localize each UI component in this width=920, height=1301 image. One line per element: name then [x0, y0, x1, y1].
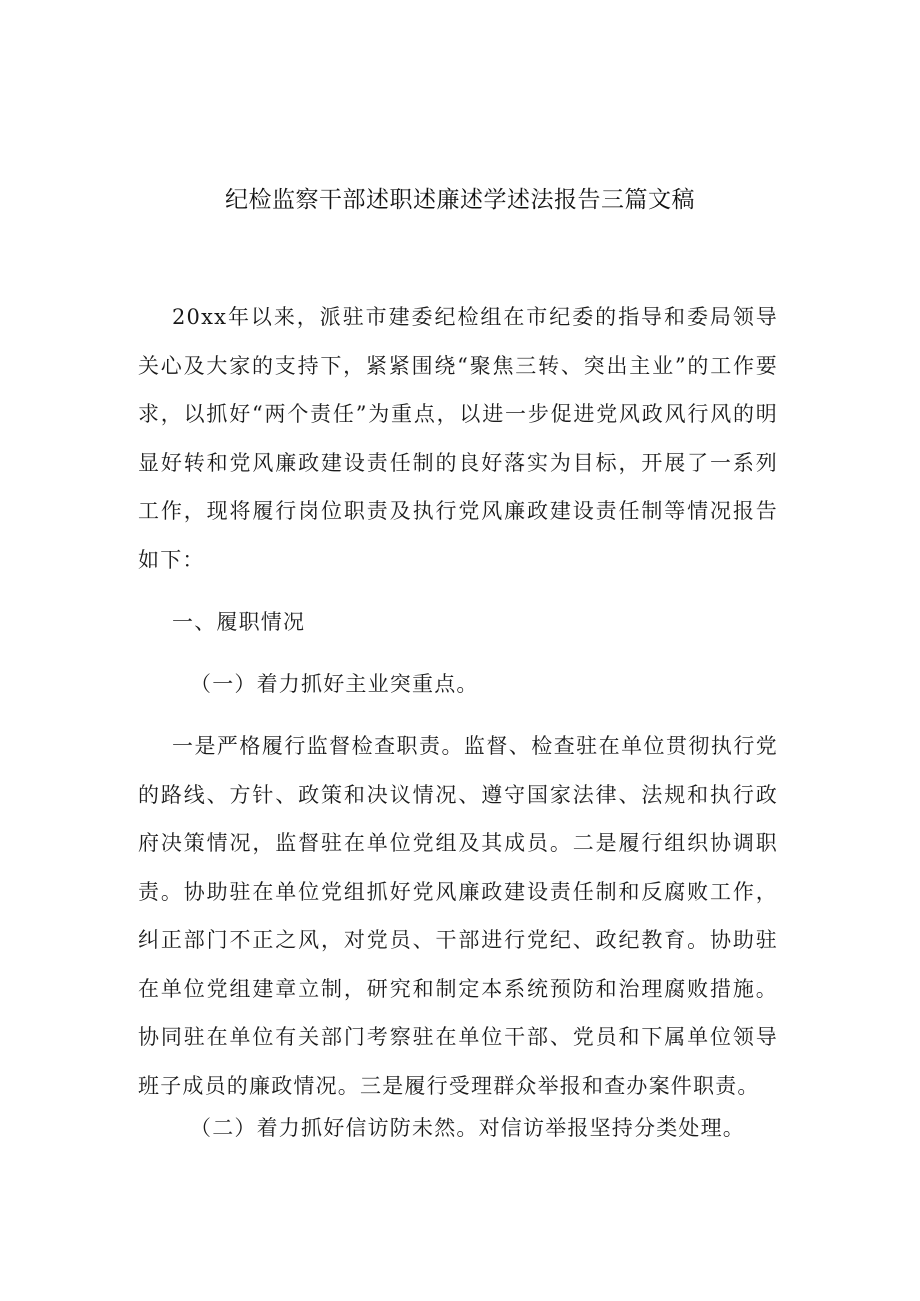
duties-paragraph: 一是严格履行监督检查职责。监督、检查驻在单位贯彻执行党的路线、方针、政策和决议情况、遵守国家法律、法规和执行政府决策情况，监督驻在单位党组及其成员。二是履行组织协调职责。协助驻在单位党组抓好党风廉政建设责任制和反腐败工作，纠正部门不正之风，对党员、干部进行党纪、政纪教育。协助驻在单位党组建章立制，研究和制定本系统预防和治理腐败措施。协同驻在单位有关部门考察驻在单位干部、党员和下属单位领导班子成员的廉政情况。三是履行受理群众举报和查办案件职责。: [138, 734, 778, 1098]
intro-paragraph: 20xx年以来，派驻市建委纪检组在市纪委的指导和委局领导关心及大家的支持下，紧紧围绕“聚焦三转、突出主业”的工作要求，以抓好“两个责任”为重点，以进一步促进党风政风行风的明显好转和党风廉政建设责任制的良好落实为目标，开展了一系列工作，现将履行岗位职责及执行党风廉政建设责任制等情况报告如下：: [138, 305, 778, 572]
subsection-heading-petitions: （二）着力抓好信访防未然。对信访举报坚持分类处理。: [190, 1116, 745, 1140]
document-title: 纪检监察干部述职述廉述学述法报告三篇文稿: [225, 187, 695, 213]
subsection-heading-main-business: （一）着力抓好主业突重点。: [190, 672, 479, 696]
section-heading-performance: 一、履职情况: [172, 610, 306, 634]
